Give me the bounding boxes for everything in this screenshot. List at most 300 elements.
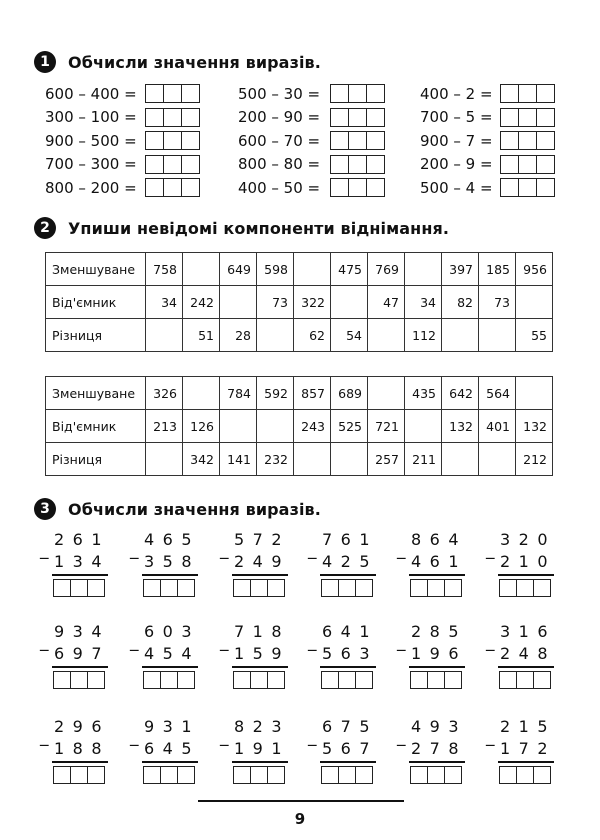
- answer-boxes[interactable]: [499, 579, 551, 597]
- subtrahend: 697: [54, 644, 111, 663]
- answer-boxes[interactable]: [330, 84, 385, 103]
- digit-box[interactable]: [164, 85, 182, 102]
- digit-box[interactable]: [268, 580, 284, 596]
- minus-sign: _: [486, 632, 495, 652]
- digit-box[interactable]: [146, 109, 164, 126]
- answer-boxes[interactable]: [410, 579, 462, 597]
- answer-area: [499, 579, 551, 600]
- digit-box[interactable]: [164, 132, 182, 149]
- answer-boxes[interactable]: [499, 766, 551, 784]
- expression-text: 900 – 7 =: [420, 131, 493, 150]
- empty-cell[interactable]: [294, 443, 331, 476]
- digit-box[interactable]: [322, 767, 339, 783]
- digit-box[interactable]: [182, 179, 199, 196]
- digit-box[interactable]: [88, 672, 104, 688]
- answer-boxes[interactable]: [321, 579, 373, 597]
- empty-cell[interactable]: [479, 319, 516, 352]
- digit-box[interactable]: [182, 132, 199, 149]
- digit-box[interactable]: [339, 767, 356, 783]
- answer-area: [53, 766, 105, 787]
- minus-sign: _: [308, 727, 317, 747]
- expression-row: [420, 82, 555, 106]
- minuend: 761: [322, 530, 379, 549]
- table-cell: 649: [220, 253, 257, 286]
- minuend: 641: [322, 622, 379, 641]
- digit-box[interactable]: [144, 580, 161, 596]
- empty-cell[interactable]: [294, 253, 331, 286]
- digit-box[interactable]: [367, 132, 384, 149]
- digit-box[interactable]: [339, 580, 356, 596]
- empty-cell[interactable]: [405, 410, 442, 443]
- digit-box[interactable]: [144, 672, 161, 688]
- answer-boxes[interactable]: [145, 84, 200, 103]
- digit-box[interactable]: [428, 580, 445, 596]
- digit-box[interactable]: [367, 179, 384, 196]
- empty-cell[interactable]: [516, 377, 553, 410]
- digit-box[interactable]: [322, 580, 339, 596]
- digit-box[interactable]: [367, 156, 384, 173]
- subtrahend: 172: [500, 739, 557, 758]
- digit-box[interactable]: [71, 672, 88, 688]
- task-2-header: [34, 217, 449, 239]
- answer-area: [53, 579, 105, 600]
- empty-cell[interactable]: [479, 443, 516, 476]
- digit-box[interactable]: [445, 672, 461, 688]
- expression-row: [45, 129, 200, 153]
- answer-area: [499, 671, 551, 692]
- digit-box[interactable]: [71, 767, 88, 783]
- result-line: [498, 666, 554, 668]
- table-cell: 598: [257, 253, 294, 286]
- digit-box[interactable]: [161, 580, 178, 596]
- task-number-badge: 3: [34, 498, 56, 520]
- digit-box[interactable]: [501, 156, 519, 173]
- table-row: [46, 319, 553, 352]
- digit-box[interactable]: [519, 156, 537, 173]
- minuend: 465: [144, 530, 201, 549]
- digit-box[interactable]: [234, 580, 251, 596]
- table-cell: 857: [294, 377, 331, 410]
- answer-boxes[interactable]: [145, 108, 200, 127]
- column-subtraction: [486, 717, 556, 787]
- minus-sign: _: [308, 540, 317, 560]
- answer-area: [410, 671, 462, 692]
- answer-boxes[interactable]: [410, 766, 462, 784]
- digit-box[interactable]: [519, 85, 537, 102]
- expression-row: [45, 176, 200, 200]
- column-subtraction: [220, 622, 290, 692]
- table-cell: 185: [479, 253, 516, 286]
- expression-text: 200 – 90 =: [238, 108, 321, 127]
- empty-cell[interactable]: [183, 253, 220, 286]
- answer-boxes[interactable]: [143, 579, 195, 597]
- answer-boxes[interactable]: [145, 178, 200, 197]
- table-cell: 689: [331, 377, 368, 410]
- digit-box[interactable]: [367, 85, 384, 102]
- expression-row: [45, 82, 200, 106]
- digit-box[interactable]: [146, 132, 164, 149]
- answer-boxes[interactable]: [330, 131, 385, 150]
- digit-box[interactable]: [54, 672, 71, 688]
- digit-box[interactable]: [164, 179, 182, 196]
- expression-row: [238, 106, 385, 130]
- empty-cell[interactable]: [257, 410, 294, 443]
- empty-cell[interactable]: [220, 286, 257, 319]
- minuend: 572: [234, 530, 291, 549]
- table-row: [46, 286, 553, 319]
- column-subtraction: [486, 530, 556, 600]
- subtrahend: 425: [322, 552, 379, 571]
- minuend: 934: [54, 622, 111, 641]
- minuend: 864: [411, 530, 468, 549]
- empty-cell[interactable]: [516, 286, 553, 319]
- empty-cell[interactable]: [368, 319, 405, 352]
- task-1-header: [34, 51, 321, 73]
- digit-box[interactable]: [537, 132, 554, 149]
- row-label: Від'ємник: [46, 286, 146, 319]
- table-cell: 211: [405, 443, 442, 476]
- table-cell: 956: [516, 253, 553, 286]
- column-subtraction: [397, 717, 467, 787]
- task-number-badge: 2: [34, 217, 56, 239]
- result-line: [142, 574, 198, 576]
- digit-box[interactable]: [349, 109, 367, 126]
- digit-box[interactable]: [146, 156, 164, 173]
- answer-area: [233, 579, 285, 600]
- expression-row: [238, 153, 385, 177]
- digit-box[interactable]: [519, 179, 537, 196]
- digit-box[interactable]: [331, 179, 349, 196]
- expression-text: 300 – 100 =: [45, 108, 137, 127]
- answer-boxes[interactable]: [500, 178, 555, 197]
- digit-box[interactable]: [339, 672, 356, 688]
- answer-area: [233, 766, 285, 787]
- task-number-badge: 1: [34, 51, 56, 73]
- answer-boxes[interactable]: [499, 671, 551, 689]
- result-line: [320, 574, 376, 576]
- minuend: 320: [500, 530, 557, 549]
- digit-box[interactable]: [519, 109, 537, 126]
- expression-row: [45, 106, 200, 130]
- table-cell: 51: [183, 319, 220, 352]
- minuend: 675: [322, 717, 379, 736]
- task-title: Упиши невідомі компоненти віднімання.: [68, 218, 450, 238]
- column-subtraction: [40, 622, 110, 692]
- digit-box[interactable]: [534, 580, 550, 596]
- table-cell: 769: [368, 253, 405, 286]
- result-line: [498, 761, 554, 763]
- empty-cell[interactable]: [257, 319, 294, 352]
- expression-text: 200 – 9 =: [420, 155, 493, 174]
- subtrahend: 278: [411, 739, 468, 758]
- expression-column: [45, 82, 200, 200]
- minuend: 296: [54, 717, 111, 736]
- digit-box[interactable]: [331, 85, 349, 102]
- digit-box[interactable]: [331, 156, 349, 173]
- digit-box[interactable]: [519, 132, 537, 149]
- result-line: [52, 666, 108, 668]
- table-cell: 326: [146, 377, 183, 410]
- row-label: Різниця: [46, 443, 146, 476]
- table-row: [46, 443, 553, 476]
- minus-sign: _: [397, 727, 406, 747]
- expression-text: 600 – 70 =: [238, 131, 321, 150]
- subtraction-table-1: [45, 252, 553, 352]
- digit-box[interactable]: [71, 580, 88, 596]
- digit-box[interactable]: [411, 580, 428, 596]
- answer-boxes[interactable]: [53, 579, 105, 597]
- table-cell: 73: [257, 286, 294, 319]
- digit-box[interactable]: [428, 767, 445, 783]
- table-cell: 397: [442, 253, 479, 286]
- column-subtraction: [397, 530, 467, 600]
- digit-box[interactable]: [178, 672, 194, 688]
- subtrahend: 210: [500, 552, 557, 571]
- table-cell: 564: [479, 377, 516, 410]
- table-cell: 73: [479, 286, 516, 319]
- digit-box[interactable]: [234, 672, 251, 688]
- answer-boxes[interactable]: [145, 155, 200, 174]
- empty-cell[interactable]: [331, 443, 368, 476]
- table-cell: 322: [294, 286, 331, 319]
- digit-box[interactable]: [445, 580, 461, 596]
- digit-box[interactable]: [268, 672, 284, 688]
- answer-boxes[interactable]: [233, 671, 285, 689]
- digit-box[interactable]: [182, 85, 199, 102]
- table-row: [46, 253, 553, 286]
- empty-cell[interactable]: [405, 253, 442, 286]
- answer-boxes[interactable]: [145, 131, 200, 150]
- digit-box[interactable]: [411, 672, 428, 688]
- empty-cell[interactable]: [442, 443, 479, 476]
- digit-box[interactable]: [161, 767, 178, 783]
- expression-row: [420, 153, 555, 177]
- empty-cell[interactable]: [368, 377, 405, 410]
- digit-box[interactable]: [54, 580, 71, 596]
- expression-row: [238, 129, 385, 153]
- digit-box[interactable]: [534, 672, 550, 688]
- answer-boxes[interactable]: [500, 131, 555, 150]
- table-cell: 242: [183, 286, 220, 319]
- minuend: 603: [144, 622, 201, 641]
- result-line: [142, 761, 198, 763]
- expression-text: 900 – 500 =: [45, 131, 137, 150]
- digit-box[interactable]: [146, 85, 164, 102]
- minus-sign: _: [130, 727, 139, 747]
- column-subtraction: [486, 622, 556, 692]
- result-line: [409, 574, 465, 576]
- minuend: 493: [411, 717, 468, 736]
- digit-box[interactable]: [517, 580, 534, 596]
- digit-box[interactable]: [356, 767, 372, 783]
- expression-row: [238, 176, 385, 200]
- digit-box[interactable]: [182, 109, 199, 126]
- answer-boxes[interactable]: [410, 671, 462, 689]
- answer-area: [233, 671, 285, 692]
- answer-boxes[interactable]: [330, 108, 385, 127]
- empty-cell[interactable]: [146, 443, 183, 476]
- subtrahend: 461: [411, 552, 468, 571]
- digit-box[interactable]: [537, 179, 554, 196]
- digit-box[interactable]: [268, 767, 284, 783]
- table-cell: 82: [442, 286, 479, 319]
- table-cell: 126: [183, 410, 220, 443]
- expression-text: 600 – 400 =: [45, 84, 137, 103]
- digit-box[interactable]: [251, 580, 268, 596]
- answer-boxes[interactable]: [53, 766, 105, 784]
- digit-box[interactable]: [428, 672, 445, 688]
- expression-row: [45, 153, 200, 177]
- expression-text: 400 – 2 =: [420, 84, 493, 103]
- empty-cell[interactable]: [146, 319, 183, 352]
- digit-box[interactable]: [349, 132, 367, 149]
- digit-box[interactable]: [411, 767, 428, 783]
- digit-box[interactable]: [501, 132, 519, 149]
- table-row: [46, 410, 553, 443]
- answer-area: [53, 671, 105, 692]
- answer-area: [143, 579, 195, 600]
- answer-boxes[interactable]: [53, 671, 105, 689]
- minus-sign: _: [397, 540, 406, 560]
- expression-text: 800 – 200 =: [45, 178, 137, 197]
- digit-box[interactable]: [537, 85, 554, 102]
- minuend: 823: [234, 717, 291, 736]
- digit-box[interactable]: [164, 156, 182, 173]
- table-cell: 34: [146, 286, 183, 319]
- answer-area: [321, 579, 373, 600]
- table-cell: 758: [146, 253, 183, 286]
- digit-box[interactable]: [161, 672, 178, 688]
- digit-box[interactable]: [144, 767, 161, 783]
- digit-box[interactable]: [501, 85, 519, 102]
- subtrahend: 358: [144, 552, 201, 571]
- answer-boxes[interactable]: [321, 766, 373, 784]
- answer-boxes[interactable]: [500, 108, 555, 127]
- digit-box[interactable]: [178, 580, 194, 596]
- subtrahend: 134: [54, 552, 111, 571]
- expression-row: [420, 106, 555, 130]
- page-number: 9: [294, 810, 306, 828]
- table-cell: 141: [220, 443, 257, 476]
- table-row: [46, 377, 553, 410]
- result-line: [232, 574, 288, 576]
- digit-box[interactable]: [178, 767, 194, 783]
- answer-boxes[interactable]: [233, 766, 285, 784]
- empty-cell[interactable]: [220, 410, 257, 443]
- subtrahend: 454: [144, 644, 201, 663]
- minus-sign: _: [486, 727, 495, 747]
- digit-box[interactable]: [88, 580, 104, 596]
- empty-cell[interactable]: [183, 377, 220, 410]
- table-cell: 475: [331, 253, 368, 286]
- digit-box[interactable]: [517, 767, 534, 783]
- digit-box[interactable]: [322, 672, 339, 688]
- digit-box[interactable]: [500, 672, 517, 688]
- digit-box[interactable]: [164, 109, 182, 126]
- digit-box[interactable]: [500, 580, 517, 596]
- digit-box[interactable]: [251, 767, 268, 783]
- answer-area: [499, 766, 551, 787]
- subtrahend: 249: [234, 552, 291, 571]
- table-cell: 721: [368, 410, 405, 443]
- digit-box[interactable]: [234, 767, 251, 783]
- digit-box[interactable]: [517, 672, 534, 688]
- subtrahend: 196: [411, 644, 468, 663]
- digit-box[interactable]: [88, 767, 104, 783]
- digit-box[interactable]: [537, 109, 554, 126]
- answer-area: [143, 671, 195, 692]
- minus-sign: _: [130, 540, 139, 560]
- digit-box[interactable]: [54, 767, 71, 783]
- digit-box[interactable]: [182, 156, 199, 173]
- expression-row: [420, 129, 555, 153]
- answer-boxes[interactable]: [233, 579, 285, 597]
- expression-text: 500 – 30 =: [238, 84, 321, 103]
- digit-box[interactable]: [367, 109, 384, 126]
- digit-box[interactable]: [349, 156, 367, 173]
- table-cell: 112: [405, 319, 442, 352]
- answer-boxes[interactable]: [500, 155, 555, 174]
- table-cell: 212: [516, 443, 553, 476]
- digit-box[interactable]: [251, 672, 268, 688]
- digit-box[interactable]: [349, 85, 367, 102]
- subtrahend: 645: [144, 739, 201, 758]
- minus-sign: _: [40, 540, 49, 560]
- result-line: [52, 761, 108, 763]
- table-cell: 342: [183, 443, 220, 476]
- minus-sign: _: [220, 632, 229, 652]
- table-cell: 784: [220, 377, 257, 410]
- column-subtraction: [40, 717, 110, 787]
- table-cell: 257: [368, 443, 405, 476]
- minuend: 285: [411, 622, 468, 641]
- expression-text: 400 – 50 =: [238, 178, 321, 197]
- digit-box[interactable]: [356, 580, 372, 596]
- digit-box[interactable]: [331, 132, 349, 149]
- answer-boxes[interactable]: [330, 178, 385, 197]
- result-line: [232, 761, 288, 763]
- digit-box[interactable]: [356, 672, 372, 688]
- digit-box[interactable]: [349, 179, 367, 196]
- answer-boxes[interactable]: [143, 766, 195, 784]
- empty-cell[interactable]: [331, 286, 368, 319]
- result-line: [52, 574, 108, 576]
- digit-box[interactable]: [500, 767, 517, 783]
- digit-box[interactable]: [534, 767, 550, 783]
- digit-box[interactable]: [146, 179, 164, 196]
- expression-text: 700 – 5 =: [420, 108, 493, 127]
- column-subtraction: [220, 530, 290, 600]
- digit-box[interactable]: [501, 179, 519, 196]
- digit-box[interactable]: [537, 156, 554, 173]
- digit-box[interactable]: [445, 767, 461, 783]
- empty-cell[interactable]: [442, 319, 479, 352]
- expression-row: [420, 176, 555, 200]
- expression-text: 700 – 300 =: [45, 155, 137, 174]
- answer-boxes[interactable]: [143, 671, 195, 689]
- row-label: Від'ємник: [46, 410, 146, 443]
- digit-box[interactable]: [331, 109, 349, 126]
- digit-box[interactable]: [501, 109, 519, 126]
- minus-sign: _: [220, 727, 229, 747]
- expression-column: [420, 82, 555, 200]
- answer-boxes[interactable]: [321, 671, 373, 689]
- answer-boxes[interactable]: [500, 84, 555, 103]
- answer-boxes[interactable]: [330, 155, 385, 174]
- column-subtraction: [220, 717, 290, 787]
- minuend: 718: [234, 622, 291, 641]
- table-cell: 435: [405, 377, 442, 410]
